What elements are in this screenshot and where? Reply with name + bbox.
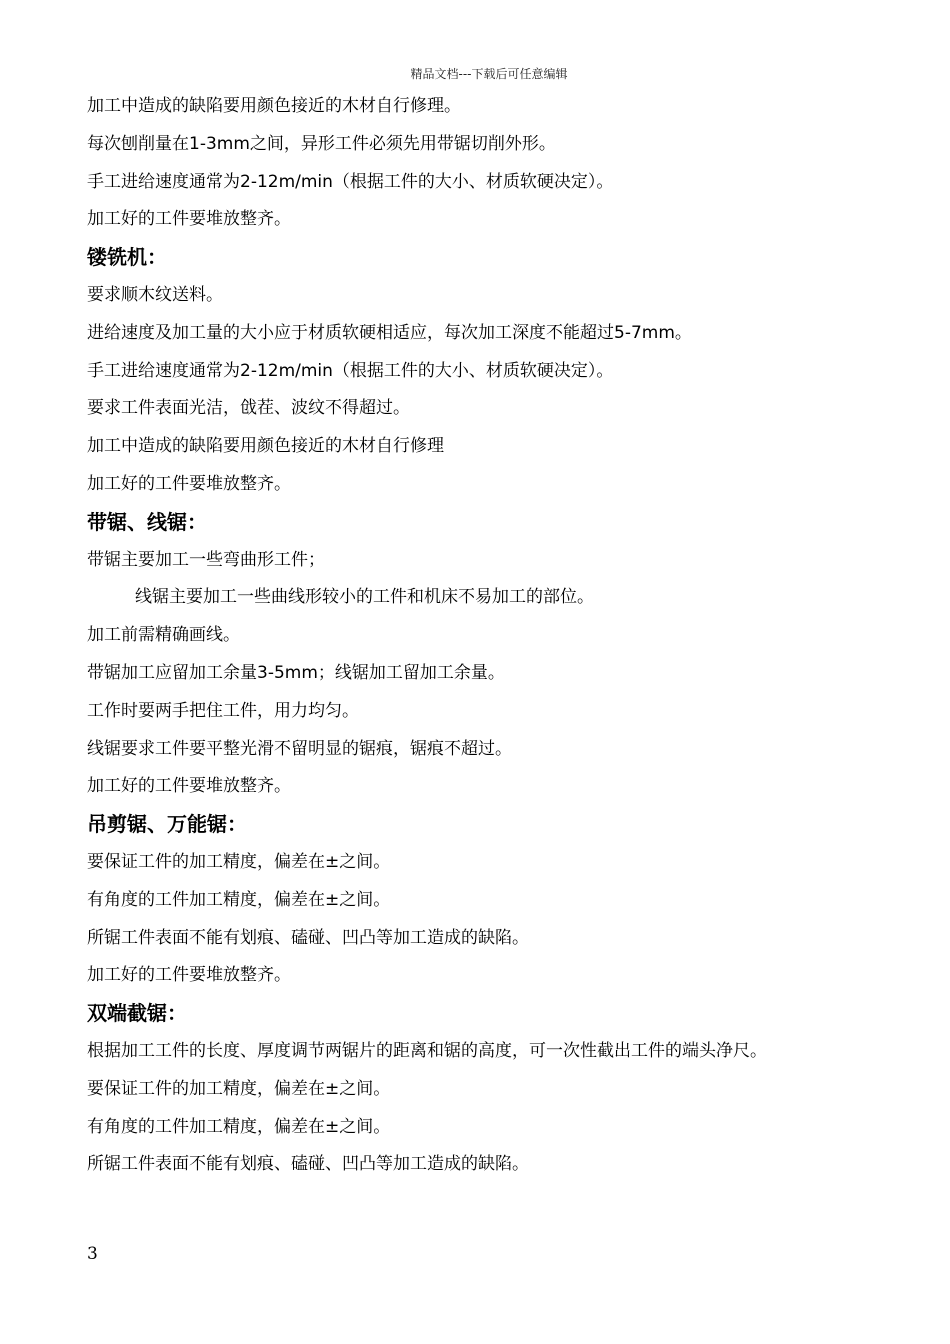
paragraph: 有角度的工件加工精度，偏差在±之间。: [87, 1116, 391, 1137]
paragraph: 要求顺木纹送料。: [87, 284, 223, 305]
paragraph: 线锯要求工件要平整光滑不留明显的锯痕，锯痕不超过。: [87, 738, 512, 759]
paragraph: 加工中造成的缺陷要用颜色接近的木材自行修理。: [87, 96, 461, 116]
section-heading-band-saw: 带锯、线锯：: [87, 509, 207, 534]
paragraph: 要保证工件的加工精度，偏差在±之间。: [87, 851, 391, 872]
paragraph: 带锯主要加工一些弯曲形工件；: [87, 549, 325, 570]
page-number: 3: [87, 1244, 98, 1264]
paragraph: 所锯工件表面不能有划痕、磕碰、凹凸等加工造成的缺陷。: [87, 1154, 529, 1175]
paragraph: 根据加工工件的长度、厚度调节两锯片的距离和锯的高度，可一次性截出工件的端头净尺。: [87, 1040, 767, 1061]
paragraph: 手工进给速度通常为2-12m/min（根据工件的大小、材质软硬决定）。: [87, 171, 614, 192]
paragraph: 要求工件表面光洁，戗茬、波纹不得超过。: [87, 398, 410, 419]
paragraph: 加工好的工件要堆放整齐。: [87, 965, 291, 986]
paragraph: 有角度的工件加工精度，偏差在±之间。: [87, 889, 391, 910]
paragraph: 加工前需精确画线。: [87, 625, 240, 646]
paragraph: 要保证工件的加工精度，偏差在±之间。: [87, 1078, 391, 1099]
page-header: 精品文档---下载后可任意编辑: [410, 67, 568, 81]
section-heading-universal-saw: 吊剪锯、万能锯：: [87, 812, 247, 837]
paragraph: 带锯加工应留加工余量3-5mm；线锯加工留加工余量。: [87, 662, 505, 683]
paragraph-indented: 线锯主要加工一些曲线形较小的工件和机床不易加工的部位。: [135, 587, 594, 608]
paragraph: 加工好的工件要堆放整齐。: [87, 209, 291, 230]
section-heading-milling: 镂铣机：: [87, 245, 167, 270]
paragraph: 进给速度及加工量的大小应于材质软硬相适应，每次加工深度不能超过5-7mm。: [87, 322, 692, 343]
paragraph: 工作时要两手把住工件，用力均匀。: [87, 700, 359, 721]
section-heading-double-end-saw: 双端截锯：: [87, 1001, 187, 1026]
paragraph: 手工进给速度通常为2-12m/min（根据工件的大小、材质软硬决定）。: [87, 360, 614, 381]
document-body: [87, 88, 927, 1184]
paragraph: 每次刨削量在1-3mm之间，异形工件必须先用带锯切削外形。: [87, 133, 556, 154]
paragraph: 加工好的工件要堆放整齐。: [87, 776, 291, 797]
paragraph: 所锯工件表面不能有划痕、磕碰、凹凸等加工造成的缺陷。: [87, 927, 529, 948]
paragraph: 加工中造成的缺陷要用颜色接近的木材自行修理: [87, 436, 444, 457]
paragraph: 加工好的工件要堆放整齐。: [87, 473, 291, 494]
